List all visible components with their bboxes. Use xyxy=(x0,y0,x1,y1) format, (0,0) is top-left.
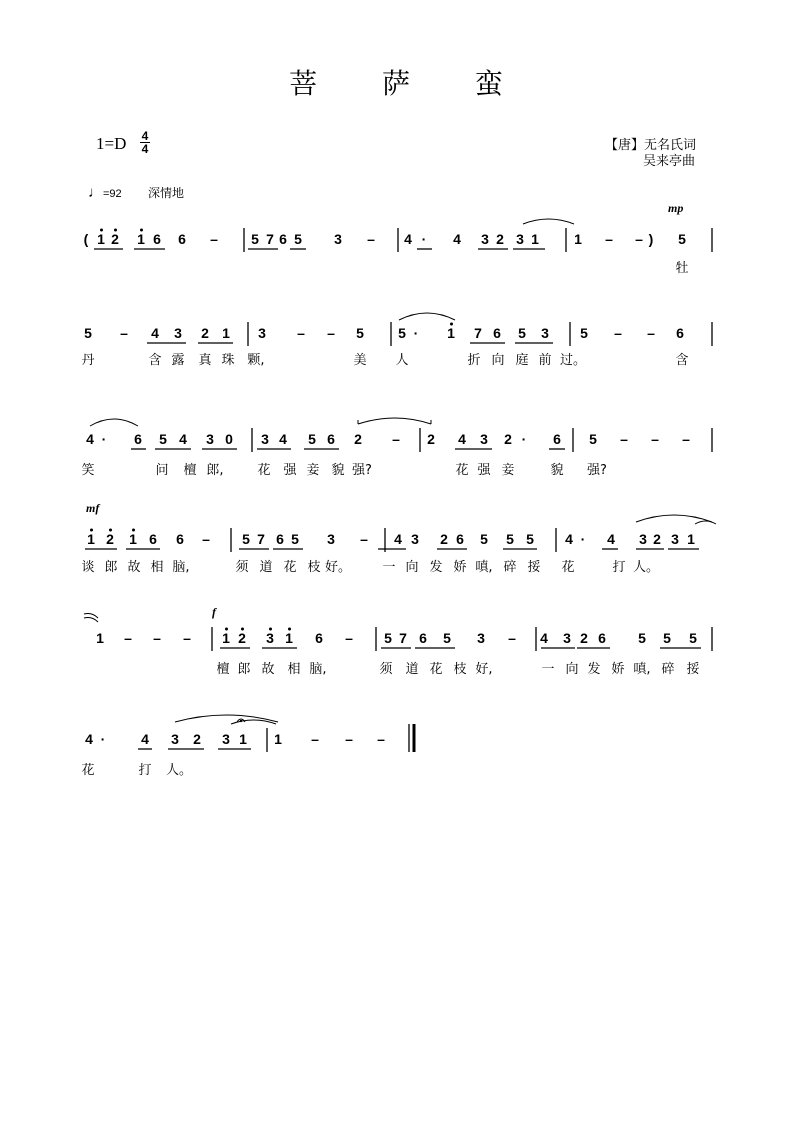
note: 1 xyxy=(531,231,539,247)
lyric-char: 娇 xyxy=(611,662,625,677)
note: 1 xyxy=(96,630,104,646)
lyric-char: 相 xyxy=(287,662,301,677)
note: – xyxy=(120,325,128,341)
note: 5 xyxy=(526,531,534,547)
lyric-char: 郎, xyxy=(206,463,224,478)
note: 4 xyxy=(86,431,94,447)
note: – xyxy=(508,630,516,646)
lyric-char: 脑, xyxy=(172,560,190,575)
note: 4 xyxy=(453,231,461,247)
high-octave-dot xyxy=(140,229,143,232)
note: 3 xyxy=(639,531,647,547)
note: – xyxy=(345,630,353,646)
note: 5 xyxy=(580,325,588,341)
note: 3 xyxy=(411,531,419,547)
note: 3 xyxy=(477,630,485,646)
note: 1 xyxy=(274,731,282,747)
lyric-char: 故 xyxy=(127,560,141,575)
lyric-char: 牡 xyxy=(675,261,689,276)
note: 7 xyxy=(257,531,265,547)
note: · xyxy=(421,231,427,247)
lyric-char: 折 xyxy=(467,353,481,368)
lyric-char: 好。 xyxy=(324,560,352,575)
lyric-char: 相 xyxy=(150,560,164,575)
note: 2 xyxy=(440,531,448,547)
note: 1 xyxy=(87,531,95,547)
lyric-char: 妾 xyxy=(306,463,320,478)
lyric-char: 花 xyxy=(561,560,575,575)
lyric-char: 貌 xyxy=(331,463,345,478)
note: – xyxy=(682,431,690,447)
lyric-char: 颗, xyxy=(247,353,265,368)
note: 4 xyxy=(404,231,412,247)
note: 3 xyxy=(516,231,524,247)
note: 0 xyxy=(225,431,233,447)
time-signature-bottom: 4 xyxy=(141,142,149,156)
lyric-char: 打 xyxy=(138,763,152,778)
note: 3 xyxy=(334,231,342,247)
note: 6 xyxy=(676,325,684,341)
note: 6 xyxy=(276,531,284,547)
lyric-char: 好, xyxy=(475,662,493,677)
lyric-char: 珠 xyxy=(221,353,235,368)
note: 3 xyxy=(541,325,549,341)
lyric-char: 郎 xyxy=(237,662,251,677)
lyric-char: 嗔, xyxy=(633,662,651,677)
note: 1 xyxy=(574,231,582,247)
lyric-char: 貌 xyxy=(550,463,564,478)
lyric-char: 花 xyxy=(81,763,95,778)
note: 6 xyxy=(598,630,606,646)
note: 1 xyxy=(285,630,293,646)
lyric-char: 道 xyxy=(405,662,419,677)
note: 1 xyxy=(687,531,695,547)
lyric-char: 向 xyxy=(405,560,419,575)
note: · xyxy=(580,531,586,547)
note: 1 xyxy=(447,325,455,341)
note: 3 xyxy=(563,630,571,646)
note: – xyxy=(377,731,385,747)
note: 5 xyxy=(506,531,514,547)
key-signature: 1=D xyxy=(96,134,127,153)
note: 5 xyxy=(638,630,646,646)
lyric-char: 人。 xyxy=(632,560,660,575)
lyric-char: 问 xyxy=(155,463,169,478)
note: 2 xyxy=(106,531,114,547)
high-octave-dot xyxy=(109,529,112,532)
note: – xyxy=(327,325,335,341)
note: – xyxy=(210,231,218,247)
lyric-char: 嗔, xyxy=(475,560,493,575)
note: · xyxy=(100,731,106,747)
note: 1 xyxy=(222,325,230,341)
time-signature-top: 4 xyxy=(141,129,149,143)
note: 2 xyxy=(201,325,209,341)
note: 3 xyxy=(171,731,179,747)
lyric-char: 花 xyxy=(283,560,297,575)
title-char: 菩 xyxy=(289,67,318,100)
lyric-char: 美 xyxy=(353,353,367,368)
note: 1 xyxy=(222,630,230,646)
dynamic-mark: mp xyxy=(668,201,684,215)
note: 3 xyxy=(222,731,230,747)
note: 5 xyxy=(251,231,259,247)
note: – xyxy=(311,731,319,747)
high-octave-dot xyxy=(225,628,228,631)
title-char: 蛮 xyxy=(474,67,503,100)
lyric-char: 打 xyxy=(612,560,626,575)
note: – xyxy=(605,231,613,247)
note: 6 xyxy=(315,630,323,646)
lyric-char: 碎 xyxy=(503,560,517,575)
note: 4 xyxy=(565,531,573,547)
note: 2 xyxy=(111,231,119,247)
note: 5 xyxy=(291,531,299,547)
note: 5 xyxy=(84,325,92,341)
note: 6 xyxy=(279,231,287,247)
slur-continuation xyxy=(84,618,98,623)
note: 7 xyxy=(266,231,274,247)
high-octave-dot xyxy=(132,529,135,532)
lyric-char: 花 xyxy=(455,463,469,478)
note: 7 xyxy=(474,325,482,341)
lyric-char: 须 xyxy=(379,662,393,677)
lyric-char: 花 xyxy=(429,662,443,677)
high-octave-dot xyxy=(288,628,291,631)
lyric-char: 道 xyxy=(259,560,273,575)
dynamic-mark: mf xyxy=(86,501,100,515)
note: 2 xyxy=(496,231,504,247)
note: · xyxy=(413,325,419,341)
dynamic-mark: f xyxy=(212,605,216,619)
lyric-char: 檀 xyxy=(216,662,230,677)
lyric-char: 花 xyxy=(257,463,271,478)
note: 4 xyxy=(607,531,615,547)
note: 4 xyxy=(458,431,466,447)
lyric-char: 前 xyxy=(538,353,552,368)
note: 2 xyxy=(238,630,246,646)
high-octave-dot xyxy=(241,628,244,631)
note: · xyxy=(521,431,527,447)
note: 6 xyxy=(176,531,184,547)
note: 5 xyxy=(663,630,671,646)
note: 3 xyxy=(671,531,679,547)
note: 4 xyxy=(394,531,402,547)
note: 3 xyxy=(206,431,214,447)
note: 1 xyxy=(137,231,145,247)
lyric-char: 脑, xyxy=(309,662,327,677)
note: · xyxy=(101,431,107,447)
lyric-char: 发 xyxy=(587,662,601,677)
note: 2 xyxy=(427,431,435,447)
lyric-char: 枝 xyxy=(307,560,321,575)
slur xyxy=(90,419,138,426)
note: 5 xyxy=(294,231,302,247)
note: 3 xyxy=(266,630,274,646)
note: 5 xyxy=(480,531,488,547)
composer: 吴来亭曲 xyxy=(642,153,695,168)
lyric-char: 郎 xyxy=(104,560,118,575)
lyric-char: 挼 xyxy=(527,560,541,575)
fermata-dot xyxy=(240,720,242,722)
note: – xyxy=(124,630,132,646)
lyric-char: 强 xyxy=(283,463,297,478)
lyric-char: 人。 xyxy=(165,763,193,778)
lyric-char: 发 xyxy=(429,560,443,575)
slur xyxy=(358,418,431,424)
note: 6 xyxy=(493,325,501,341)
lyric-char: 檀 xyxy=(183,463,197,478)
note: – xyxy=(183,630,191,646)
note: 4 xyxy=(151,325,159,341)
lyric-char: 强 xyxy=(477,463,491,478)
note: 5 xyxy=(242,531,250,547)
note: – xyxy=(297,325,305,341)
lyric-char: 向 xyxy=(565,662,579,677)
lyric-char: 娇 xyxy=(453,560,467,575)
note: 6 xyxy=(178,231,186,247)
slur xyxy=(695,521,716,524)
note: – xyxy=(647,325,655,341)
note: 5 xyxy=(689,630,697,646)
lyric-char: 人 xyxy=(395,353,409,368)
lyric-char: 向 xyxy=(491,353,505,368)
note: 4 xyxy=(279,431,287,447)
quarter-note-icon: ♩ xyxy=(88,184,103,201)
high-octave-dot xyxy=(90,529,93,532)
note: 6 xyxy=(327,431,335,447)
note: 1 xyxy=(97,231,105,247)
slur xyxy=(636,515,712,522)
note: 4 xyxy=(540,630,548,646)
lyric-char: 须 xyxy=(235,560,249,575)
note: 2 xyxy=(504,431,512,447)
high-octave-dot xyxy=(450,323,453,326)
note: 2 xyxy=(653,531,661,547)
note: – xyxy=(360,531,368,547)
lyric-char: 一 xyxy=(541,662,555,677)
note: 5 xyxy=(356,325,364,341)
note: – xyxy=(620,431,628,447)
lyric-char: 丹 xyxy=(81,353,95,368)
high-octave-dot xyxy=(100,229,103,232)
lyric-char: 碎 xyxy=(661,662,675,677)
note: ( xyxy=(83,231,89,247)
expression-marking: 深情地 xyxy=(148,186,185,200)
note: 4 xyxy=(85,731,93,747)
note: 6 xyxy=(134,431,142,447)
lyric-char: 一 xyxy=(382,560,396,575)
note: 2 xyxy=(354,431,362,447)
lyric-char: 含 xyxy=(675,353,689,368)
slur xyxy=(523,219,574,224)
note: 5 xyxy=(398,325,406,341)
note: – xyxy=(202,531,210,547)
note: 6 xyxy=(153,231,161,247)
note: 7 xyxy=(399,630,407,646)
lyric-char: 妾 xyxy=(501,463,515,478)
lyric-char: 真 xyxy=(198,353,212,368)
note: 5 xyxy=(678,231,686,247)
note: 6 xyxy=(149,531,157,547)
note: – xyxy=(635,231,643,247)
lyric-char: 强? xyxy=(352,463,372,478)
lyric-char: 挼 xyxy=(686,662,700,677)
note: 5 xyxy=(308,431,316,447)
lyric-char: 庭 xyxy=(515,353,529,368)
note: 3 xyxy=(258,325,266,341)
note: 5 xyxy=(589,431,597,447)
note: – xyxy=(367,231,375,247)
note: 6 xyxy=(419,630,427,646)
lyric-char: 强? xyxy=(587,463,607,478)
note: 4 xyxy=(141,731,149,747)
note: 3 xyxy=(327,531,335,547)
note: 3 xyxy=(174,325,182,341)
note: – xyxy=(614,325,622,341)
lyricist: 【唐】无名氏词 xyxy=(604,137,696,152)
note: 5 xyxy=(159,431,167,447)
note: – xyxy=(153,630,161,646)
note: 5 xyxy=(384,630,392,646)
note: 6 xyxy=(553,431,561,447)
note: 1 xyxy=(129,531,137,547)
slur xyxy=(399,313,455,320)
note: 1 xyxy=(239,731,247,747)
high-octave-dot xyxy=(114,229,117,232)
lyric-char: 谈 xyxy=(81,560,95,575)
tempo-value: =92 xyxy=(103,188,122,200)
note: 3 xyxy=(261,431,269,447)
note: 2 xyxy=(580,630,588,646)
lyric-char: 含 xyxy=(148,353,162,368)
note: 3 xyxy=(480,431,488,447)
title-char: 萨 xyxy=(381,67,410,100)
note: ) xyxy=(648,231,654,247)
lyric-char: 枝 xyxy=(453,662,467,677)
note: 3 xyxy=(481,231,489,247)
lyric-char: 露 xyxy=(171,353,185,368)
note: 5 xyxy=(443,630,451,646)
note: – xyxy=(651,431,659,447)
note: 6 xyxy=(456,531,464,547)
note: – xyxy=(345,731,353,747)
lyric-char: 过。 xyxy=(559,353,587,368)
lyric-char: 笑 xyxy=(81,463,95,478)
high-octave-dot xyxy=(269,628,272,631)
note: 5 xyxy=(518,325,526,341)
lyric-char: 故 xyxy=(261,662,275,677)
note: – xyxy=(392,431,400,447)
note: 4 xyxy=(179,431,187,447)
note: 2 xyxy=(193,731,201,747)
